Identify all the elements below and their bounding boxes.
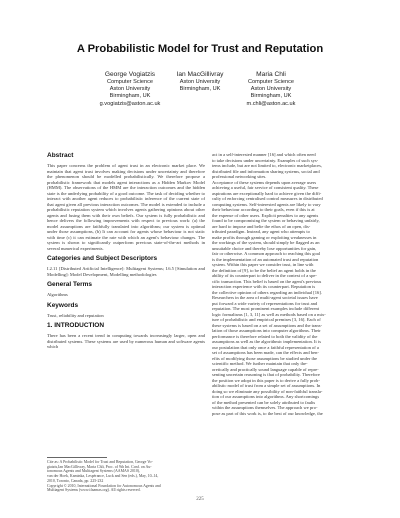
body-line: computing systems. Self-interested agents are likely to vary [212,201,321,207]
general-terms-heading: General Terms [47,281,93,288]
body-line: ability of its counterpart to deliver in the context of a spe- [212,273,317,278]
body-line: professional networking sites. [212,174,267,179]
paper-title: A Probabilistic Model for Trust and Reputation [76,43,324,55]
body-line: the expense of other users. Explicit penalties to any agents [212,212,319,218]
author-institution: Aston University [109,86,151,93]
body-line: to take decisions under uncertainty. Examples of such sys- [212,157,319,163]
body-line: make profits through gaming or exploiting weaknesses in [212,234,317,240]
introduction-heading: 1. INTRODUCTION [47,322,105,329]
body-line: are hard to impose and belie the ethos of an open, dis- [212,223,311,229]
body-line: tems include, but are not limited to, electronic marketplaces, [212,163,322,168]
body-line: distributed file and information sharing systems, social and [212,168,320,174]
author-name: Maria Chli [256,71,286,78]
body-line: our postulation that only once a faithful representation of a [212,344,319,350]
author-name: George Vogiatzis [104,71,156,78]
author-email: g.vogiatzis@aston.ac.uk [99,100,161,107]
author-institution: Aston University [250,86,292,93]
abstract-text: This paper concerns the problem of agent trust in an electronic market place. We maintain that agent trust involves making decisions under uncertainty and therefore the phenomenon should be modelled probabilistically. We therefore propose a probabilistic framework that models agent interactions as a Hidden Markov Model (HMM). The observations of the HMM are the interaction outcomes and the hidden state is the underlying probability of a good outcome. The task of deciding whether to interact with another agent reduces to probabilistic inference of the current state of that agent given all previous interaction outcomes. The model is extended to include a probabilistic reputation system which involves agents gathering opinions about other agents and fusing them with their own beliefs. Our system is fully probabilistic and hence delivers the following improvements with respect to previous work: (a) the model assumptions are faithfully translated into algorithms; our system is optimal under those assumptions, (b) It can account for agents whose behaviour is not static with time (c) it can estimate the rate with which an agent's behaviour changes. The system is shown to significantly outperform previous state-of-the-art methods in several numerical experiments. [47,163,205,251]
author-dept: Computer Science [106,79,153,85]
page-number: 225 [196,497,204,502]
footnote-line: van der Hoek, Kaminka, Lespérance, Luck and Sen (eds.), May, 10–14, [47,474,159,479]
footnote-line: tonomous Agents and Multiagent Systems (AAMAS 2010), [47,469,141,474]
body-line: senting uncertain reasoning is that of probability. Therefore [212,372,320,377]
body-line: ture of probabilistic and empirical premises [3, 16]. Each of [212,317,321,322]
keywords-heading: Keywords [47,301,79,309]
body-line: act in a self-interested manner [16] and which often need [212,152,316,157]
body-line: oretically and practically sound language capable of repre- [212,366,319,372]
body-line: tributed paradigm. Instead, any agent who attempts to [212,229,310,234]
body-line: scientific method. We further maintain that only the- [212,361,308,366]
body-line: reputation. The most prominent examples include different [212,306,320,311]
author-block-3 [211,71,331,108]
body-line: pose as part of this work is, to the best of our knowledge, the [212,410,323,416]
abstract-heading: Abstract [47,152,74,159]
body-line: performance is therefore related to both the validity of the [212,333,318,339]
body-line: logic formalisms [1, 3, 11] as well as methods based on a mix- [212,311,326,317]
body-line: efits of modifying those assumptions be studied under the [212,355,318,361]
footnote-line: Cite as: A Probabilistic Model for Trust and Reputation, George Vo- [47,460,153,464]
body-line: tion of our assumptions into algorithms. Any shortcomings [212,394,320,399]
body-line: cific transaction. This belief is based on the agent's previous [212,278,322,284]
body-line: culty of enforcing centralised control measures in distributed [212,196,323,201]
body-line: system. Within this paper we consider trust, in line with [212,262,314,267]
categories-text: I.2.11 [Distributed Artificial Intelligence]: Multiagent Systems; I.6.5 [Simulation and Modelling]: Model Development, Modelling methodologies [47,266,205,277]
body-line: within the assumptions themselves. The approach we pro- [212,405,318,410]
general-terms-text: Algorithms [47,292,68,297]
body-line: set of assumptions has been made, can the effects and ben- [212,350,319,355]
body-line: doing so we eliminate any possibility of non-faithful transla- [212,388,323,394]
left-column [47,152,205,350]
body-line: the collective opinion of others regarding an individual [16]. [212,289,322,295]
body-line: interaction experience with its counterpart. Reputation is [212,284,316,289]
footnote-line: 2010, Toronto, Canada, pp. 225-232 [47,478,104,483]
author-email: m.chli@aston.ac.uk [246,100,296,107]
author-city: Birmingham, UK [250,93,292,100]
body-line: Researchers in the area of multi-agent societal issues have [212,295,318,300]
author-city: Birmingham, UK [109,93,151,100]
body-line: found to be compromising the system or behaving unfairly, [212,218,320,223]
body-line: of the method presented can be solely attributed to faults [212,399,316,405]
body-line: unsuitable choice and thereby lose opportunities for gain, [212,245,317,251]
body-line: the workings of the system, should simply be flagged as an [212,240,320,245]
body-line: assumptions as well as the algorithmic implementation. It is [212,339,321,344]
body-line: abilistic model of trust from a simple set of assumptions. In [212,383,321,388]
body-line: lation of those assumptions into computer algorithms. Their [212,328,321,333]
footnote-rule [47,457,107,458]
footnote-line: Copyright © 2010, International Foundation for Autonomous Agents and [47,483,161,488]
keywords-text: Trust, reliability and reputation [47,312,104,318]
author-dept: Computer Science [247,79,294,85]
body-line: the definition of [9], to be the belief an agent holds in the [212,267,316,273]
author-name: Ian MacGillivray [176,71,224,78]
body-line: aspirations are exceptionally hard to achieve given the diffi- [212,190,322,196]
body-line: achieving a useful, fair service of consistent quality. These [212,185,319,190]
body-line: the position we adopt in this paper is to derive a fully prob- [212,377,320,383]
body-line: their behaviour according to their goals, even if this is at [212,207,315,212]
introduction-text: There has been a recent trend in computing towards increasingly larger, open and distributed systems. These systems are used by numerous human and software agents which [47,333,205,349]
footnote-line: Multiagent Systems (www.ifaamas.org). All rights reserved. [47,488,141,493]
body-line: Acceptance of these systems depends upon average users [212,179,317,185]
footnote-line: giatzis,Ian MacGillivray, Maria Chli, Proc. of 9th Int. Conf. on Au- [47,464,152,469]
body-line: is the implementation of an automated trust and reputation [212,256,319,262]
body-line: put forward a wide variety of representations for trust and [212,300,318,306]
footnote [47,460,205,493]
right-column [212,152,372,416]
body-line: fair or otherwise. A common approach to reaching this goal [212,251,321,256]
author-city: Birmingham, UK [179,86,221,93]
categories-heading: Categories and Subject Descriptors [47,255,158,262]
body-line: these systems is based on a set of assumptions and the trans- [212,322,322,328]
author-institution: Aston University [179,79,221,85]
